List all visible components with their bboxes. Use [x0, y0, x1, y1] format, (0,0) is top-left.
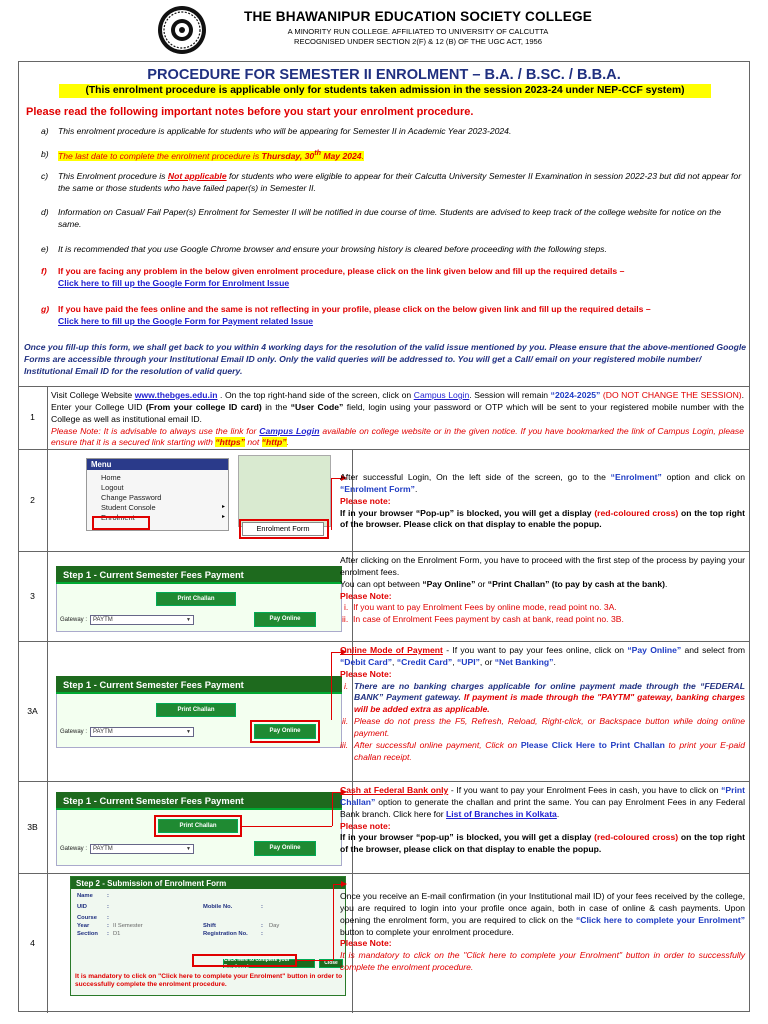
step-text: Online Mode of Payment - If you want to pay your fees online, click on “Pay Online” and select from “Debit Card”, “Credit Card”, “UPI”, or “Net Banking”. Please Note: i. There are no banking charges applicable for online payment made through the “FEDERAL BANK” Payment gateway. If payment is made through the "PAYTM" gateway, banking charges will be added extra as applicable. ii. Please do not press the F5, Refresh, Reload, Right-click, or Backspace button while doing online payment. iii. After successful online payment, Click on Please Click Here to Print Challan to print your E-paid challan receipt. — [340, 645, 746, 762]
chevron-right-icon: ▸ — [221, 514, 225, 520]
menu-screenshot — [48, 450, 353, 551]
close-button[interactable]: Close — [319, 959, 343, 968]
note-letter: e) — [41, 244, 49, 254]
step-text: After clicking on the Enrolment Form, you have to proceed with the first step of the process by paying your enrolment fees. You can opt between “Pay Online” or “Print Challan” (to pay by cash at the bank). Please Note: i. If you want to pay Enrolment Fees by online mode, read point no. 3A. ii. In case of Enrolment Fees payment by cash at bank, read point no. 3B. — [340, 555, 745, 625]
print-challan-button[interactable]: Print Challan — [158, 819, 238, 833]
print-challan-button[interactable]: Print Challan — [156, 592, 236, 606]
note-item: i. There are no banking charges applicable for online payment made through the “FEDERAL BANK” Payment gateway. If payment is made through the "PAYTM" gateway, banking charges will be added extra as applicable. — [344, 680, 745, 715]
intro-heading: Please read the following important notes before you start your enrolment procedure. — [26, 106, 474, 118]
step-number: 2 — [18, 450, 48, 551]
note-letter: d) — [41, 207, 49, 217]
note-letter: g) — [41, 304, 50, 314]
step-number: 3B — [18, 782, 48, 873]
print-challan-link[interactable]: Please Click Here to Print Challan — [520, 739, 665, 750]
gateway-select[interactable]: PAYTM ▼ — [90, 844, 194, 854]
payment-screenshot — [48, 642, 353, 781]
submenu-enrolment-form[interactable]: Enrolment Form — [242, 522, 324, 536]
payment-screenshot — [48, 552, 353, 641]
note-item: ii. Please do not press the F5, Refresh, Reload, Right-click, or Backspace button while doing online payment. — [342, 716, 745, 739]
menu-item-logout[interactable]: Logout — [101, 483, 124, 492]
pay-online-button[interactable]: Pay Online — [254, 724, 316, 739]
gateway-select[interactable]: PAYTM ▼ — [90, 727, 194, 737]
college-website-link[interactable]: www.thebges.edu.in — [134, 390, 218, 400]
step1-bar: Step 1 - Current Semester Fees Payment — [56, 566, 342, 584]
step2-bar: Step 2 - Submission of Enrolment Form — [71, 877, 345, 889]
note-text: It is recommended that you use Google Chrome browser and ensure your browsing history is cleared before proceeding with the following steps. — [58, 244, 607, 254]
note-letter: c) — [41, 171, 49, 181]
step-number: 3A — [18, 642, 48, 781]
step1-bar: Step 1 - Current Semester Fees Payment — [56, 792, 342, 810]
menu-title: Menu — [87, 459, 228, 470]
federal-bank-branches-link[interactable]: List of Branches in Kolkata — [446, 808, 557, 819]
gateway-label: Gateway : — [60, 729, 88, 735]
college-recognition: RECOGNISED UNDER SECTION 2(F) & 12 (B) OF THE UGC ACT, 1956 — [294, 37, 542, 47]
note-item: iii. After successful online payment, Click on Please Click Here to Print Challan to print your E-paid challan receipt. — [340, 739, 745, 762]
campus-login-link[interactable]: Campus Login — [413, 390, 470, 400]
gateway-label: Gateway : — [60, 846, 88, 852]
note-text: This enrolment procedure is applicable for students who will be appearing for Semester II in Academic Year 2023-2024. — [58, 126, 512, 136]
mandatory-note: It is mandatory to click on "Click here to complete your Enrolment" button in order to successfully complete the enrolment procedure. — [75, 973, 343, 989]
enrolment-form-screenshot — [48, 874, 353, 1013]
menu-item-change-password[interactable]: Change Password — [101, 493, 162, 502]
campus-login-link-note[interactable]: Campus Login — [259, 425, 320, 436]
note-letter: a) — [41, 126, 49, 136]
procedure-box: PROCEDURE FOR SEMESTER II ENROLMENT – B.A. / B.SC. / B.B.A. (This enrolment procedure is applicable only for students taken admission in the session 2023-24 under NEP-CCF system) Please read the following important notes before you start your enrolment procedure. a) This enrolment procedure is applicable for students who will be appearing for Semester II in Academic Year 2023-2024. b) The last date to complete the enrolment procedure is Thursday, 30th May 2024. c) This Enrolment procedure is Not applicable for students who were eligible to appear for their Calcutta University Semester II Examination in session 2022-23 but did not appear for the same or those students who have failed paper(s) in Semester II. d) Information on Casual/ Fail Paper(s) Enrolment for Semester II will be notified in due course of time. Students are advised to keep track of the college website for notice on the same. e) It is recommended that you use Google Chrome browser and ensure your browsing history is cleared before proceeding with the following steps. f) If you are facing any problem in the below given enrolment procedure, please click on the link given below and fill up the required details – Click here to fill up the Google Form for Enrolment Issue g) If you have paid the fees online and the same is not reflecting in your profile, please click on the below given link and fill up the required details – Click here to fill up the Google Form for Payment related Issue Once you fill-up this form, we shall get back to you within 4 working days for the resolution of the valid issue mentioned by you. Please ensure that the above-mentioned Google Forms are accessible through your Institutional Email ID only. Only the valid queries will be addressed to. You will get a Call/ email on your registered mobile number/ Institutional Email ID for the resolution of valid query. — [18, 61, 750, 1012]
deadline-text: The last date to complete the enrolment procedure is Thursday, 30th May 2024. — [58, 149, 364, 161]
note-item: ii. In case of Enrolment Fees payment by cash at bank, read point no. 3B. — [342, 614, 624, 625]
payment-screenshot — [48, 782, 353, 873]
scope-note: (This enrolment procedure is applicable only for students taken admission in the session 2023-24 under NEP-CCF system) — [59, 84, 711, 98]
step-text: Once you receive an E-mail confirmation (in your Institutional mail ID) of your fees received by the college, you are required to login into your profile once again, both in case of online & cash payments. Upon opening the enrolment form, you are required to click on the “Click here to complete your Enrolment” button to complete your enrolment procedure. Please Note: It is mandatory to click on the "Click here to complete your Enrolment" button in order to successfully complete the enrolment procedure. — [340, 891, 745, 973]
step-number: 1 — [18, 387, 48, 449]
pay-online-button[interactable]: Pay Online — [254, 612, 316, 627]
college-affiliation: A MINORITY RUN COLLEGE. AFFILIATED TO UNIVERSITY OF CALCUTTA — [287, 26, 549, 36]
steps-table — [18, 386, 750, 1012]
pay-online-button[interactable]: Pay Online — [254, 841, 316, 856]
print-challan-button[interactable]: Print Challan — [156, 703, 236, 717]
step2-panel: Step 2 - Submission of Enrolment Form Name : UID : Course : Year : II Semester Section : D1 Mobile No. : Shift : Day Registration No. : Click here to complete your Enrolment Close It is mandatory to click on "Click here to complete your Enrolment" button in order to successfully complete the enrolment procedure. — [70, 876, 346, 996]
complete-enrolment-button[interactable]: Click here to complete your Enrolment — [223, 959, 315, 968]
followup-note: Once you fill-up this form, we shall get back to you within 4 working days for the resolution of the valid issue mentioned by you. Please ensure that the above-mentioned Google Forms are accessible through your Institutional Email ID only. Only the valid queries will be addressed to. You will get a Call/ email on your registered mobile number/ Institutional Email ID for the resolution of valid query. — [24, 342, 746, 376]
chevron-right-icon: ▸ — [221, 504, 225, 510]
menu-item-home[interactable]: Home — [101, 473, 121, 482]
page-title: PROCEDURE FOR SEMESTER II ENROLMENT – B.A. / B.SC. / B.B.A. — [147, 67, 621, 83]
enrolment-issue-form-link[interactable]: Click here to fill up the Google Form for Enrolment Issue — [58, 277, 290, 288]
note-text: Information on Casual/ Fail Paper(s) Enrolment for Semester II will be notified in due course of time. Students are advised to keep track of the college website for notice on the same. — [58, 207, 722, 229]
menu-item-student-console[interactable]: Student Console — [101, 503, 156, 512]
step-number: 4 — [18, 874, 48, 1013]
page-header — [0, 0, 768, 60]
gateway-select[interactable]: PAYTM ▼ — [90, 615, 194, 625]
payment-issue-form-link[interactable]: Click here to fill up the Google Form for Payment related Issue — [58, 315, 314, 326]
deadline-date: Thursday, 30th May 2024 — [261, 149, 362, 161]
note-letter: f) — [41, 266, 47, 276]
college-name: THE BHAWANIPUR EDUCATION SOCIETY COLLEGE — [243, 9, 593, 24]
step-text: Visit College Website www.thebges.edu.in . On the top right-hand side of the screen, click on Campus Login. Session will remain “2024-2025” (DO NOT CHANGE THE SESSION). Enter your College UID (From your college ID card) in the “User Code” field, login using your password or OTP which will be sent to your registered mobile number with the College as well as institutional email ID. Please Note: It is advisable to always use the link for Campus Login available on college website or in the given notice. If you have bookmarked the link of Campus Login, please ensure that it is a secured link starting with “https” not “http”. — [51, 390, 745, 448]
step-row-4 — [18, 874, 750, 1013]
step1-bar: Step 1 - Current Semester Fees Payment — [56, 676, 342, 694]
step-number: 3 — [18, 552, 48, 641]
step-row-3a — [18, 642, 750, 782]
step-text: After successful Login, On the left side of the screen, go to the “Enrolment” option and click on “Enrolment Form”. Please note: If in your browser “Pop-up” is blocked, you will get a display (red-coloured cross) on the top right of the browser. Please click on that display to enable the popup. — [340, 472, 745, 530]
not-applicable-text: Not applicable — [167, 171, 227, 181]
step-text: Cash at Federal Bank only - If you want to pay your Enrolment Fees in cash, you have to click on “Print Challan” option to generate the challan and print the same. You can pay Enrolment Fees in any Federal Bank branch. Click here for List of Branches in Kolkata. Please note: If in your browser “pop-up” is blocked, you will get a display (red-coloured cross) on the top right of the browser, please click on that display to enable the popup. — [340, 785, 745, 855]
step-row-3b — [18, 782, 750, 874]
menu-item-enrolment[interactable]: Enrolment — [101, 513, 135, 522]
note-item: i. If you want to pay Enrolment Fees by online mode, read point no. 3A. — [344, 602, 617, 613]
gateway-label: Gateway : — [60, 617, 88, 623]
step-row-2 — [18, 450, 750, 552]
note-letter: b) — [41, 149, 49, 159]
college-logo-icon — [157, 5, 207, 55]
step-row-1 — [18, 387, 750, 450]
step-row-3 — [18, 552, 750, 642]
